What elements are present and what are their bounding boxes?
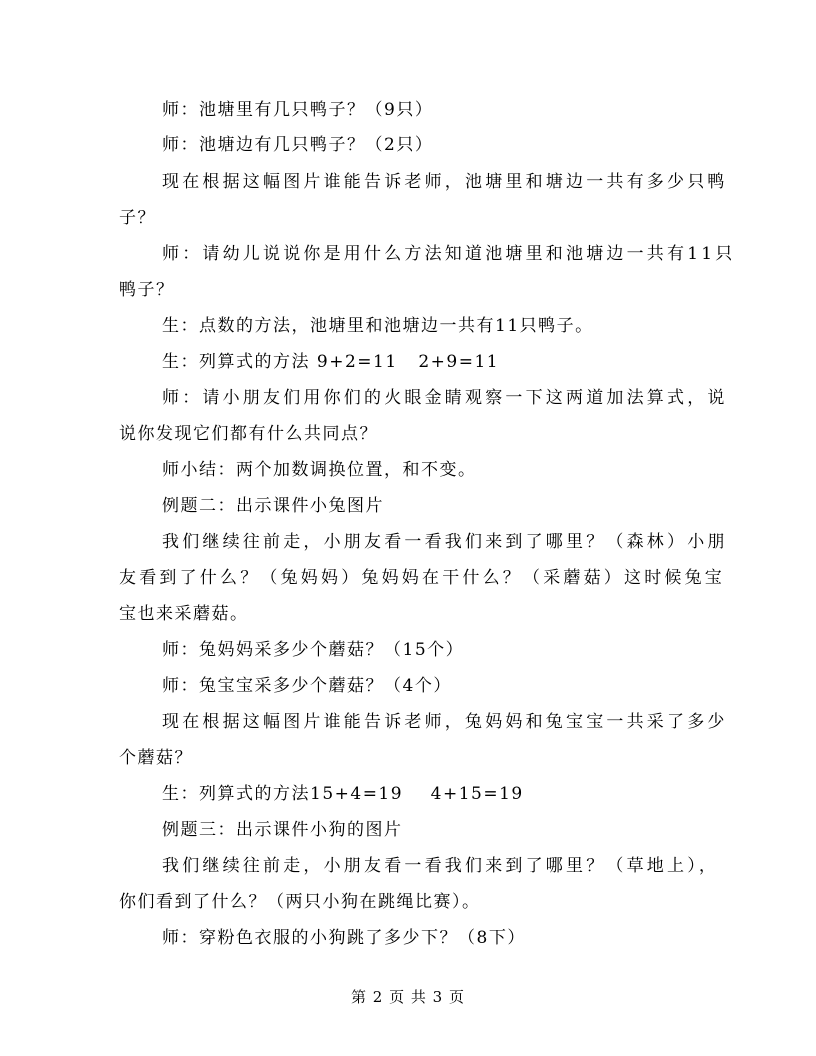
text-line: 说你发现它们都有什么共同点？ [119,424,378,444]
text-line: 师：穿粉色衣服的小狗跳了多少下？（8下） [162,928,526,948]
text-line: 鸭子？ [119,280,175,300]
text-line: 友看到了什么？（兔妈妈）兔妈妈在干什么？（采蘑菇）这时候兔宝 [119,568,725,588]
text-line: 师：池塘边有几只鸭子？（2只） [162,135,434,155]
text-line: 师：兔宝宝采多少个蘑菇？（4个） [162,676,452,696]
text-line: 宝也来采蘑菇。 [119,604,249,624]
text-line: 我们继续往前走，小朋友看一看我们来到了哪里？（草地上）， [162,856,720,876]
text-line: 师小结：两个加数调换位置，和不变。 [162,460,477,480]
text-line: 现在根据这幅图片谁能告诉老师，池塘里和塘边一共有多少只鸭 [162,172,728,192]
text-line: 师：兔妈妈采多少个蘑菇？（15个） [162,640,465,660]
section-heading: 例题二：出示课件小兔图片 [162,496,384,516]
text-line: 师：池塘里有几只鸭子？（9只） [162,100,434,120]
text-line: 个蘑菇？ [119,748,193,768]
page-number-footer: 第 2 页 共 3 页 [351,988,465,1006]
text-line: 你们看到了什么？（两只小狗在跳绳比赛）。 [119,892,481,912]
section-heading: 例题三：出示课件小狗的图片 [162,820,403,840]
text-line: 生：点数的方法，池塘里和池塘边一共有11只鸭子。 [162,316,594,336]
text-line: 我们继续往前走，小朋友看一看我们来到了哪里？（森林）小朋 [162,532,728,552]
text-line: 生：列算式的方法15+4=19 4+15=19 [162,784,524,804]
text-line: 师：请幼儿说说你是用什么方法知道池塘里和池塘边一共有11只 [162,244,736,264]
text-line: 子？ [119,208,156,228]
text-line: 师：请小朋友们用你们的火眼金睛观察一下这两道加法算式，说 [162,388,728,408]
text-line: 现在根据这幅图片谁能告诉老师，兔妈妈和兔宝宝一共采了多少 [162,712,728,732]
text-line: 生：列算式的方法 9+2=11 2+9=11 [162,352,500,372]
